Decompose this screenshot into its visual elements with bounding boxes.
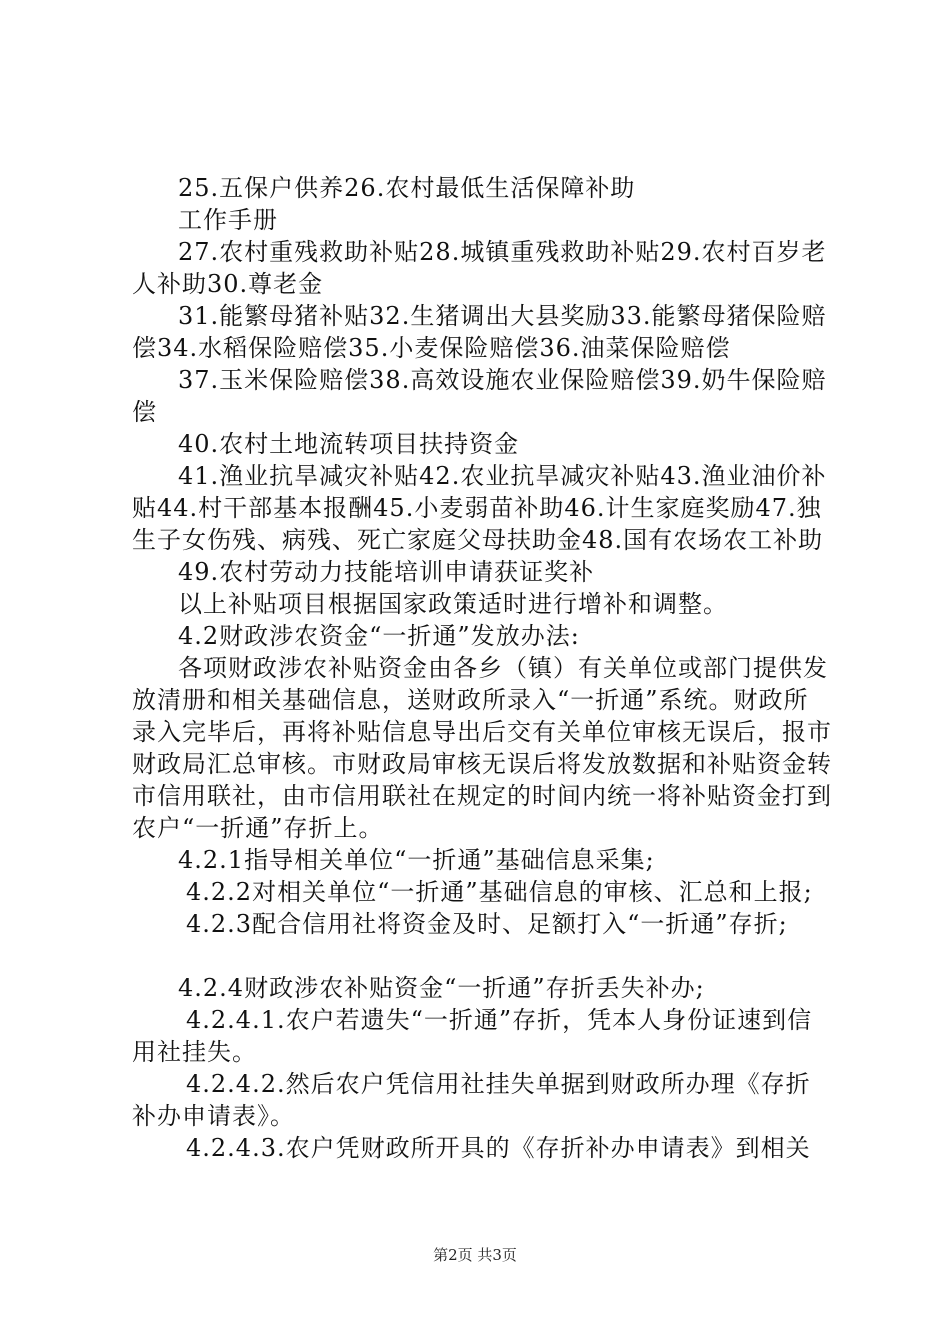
blank-line (132, 940, 832, 972)
paragraph-4-2-4-1: 4.2.4.1.农户若遗失“一折通”存折，凭本人身份证速到信用社挂失。 (132, 1006, 813, 1066)
paragraph-item-49: 49.农村劳动力技能培训申请获证奖补 (178, 558, 595, 586)
paragraph-4-2-4: 4.2.4财政涉农补贴资金“一折通”存折丢失补办; (178, 974, 705, 1002)
paragraph-distribution-method: 各项财政涉农补贴资金由各乡（镇）有关单位或部门提供发放清册和相关基础信息，送财政所录入“一折通”系统。财政所录入完毕后，再将补贴信息导出后交有关单位审核无误后，报市财政局汇总审核。市财政局审核无误后将发放数据和补贴资金转市信用联社，由市信用联社在规定的时间内统一将补贴资金打到农户“一折通”存折上。 (132, 654, 832, 842)
paragraph-items-31-36: 31.能繁母猪补贴32.生猪调出大县奖励33.能繁母猪保险赔偿34.水稻保险赔偿35.小麦保险赔偿36.油菜保险赔偿 (132, 302, 827, 362)
paragraph-work-manual: 工作手册 (178, 206, 278, 234)
paragraph-4-2-2: 4.2.2对相关单位“一折通”基础信息的审核、汇总和上报; (186, 878, 813, 906)
page-footer: 第2页 共3页 (433, 1246, 517, 1264)
paragraph-items-41-48: 41.渔业抗旱减灾补贴42.农业抗旱减灾补贴43.渔业油价补贴44.村干部基本报酬45.小麦弱苗补助46.计生家庭奖励47.独生子女伤残、病残、死亡家庭父母扶助金48.国有农场农工补助 (132, 462, 827, 554)
paragraph-items-37-39: 37.玉米保险赔偿38.高效设施农业保险赔偿39.奶牛保险赔偿 (132, 366, 827, 426)
paragraph-4-2-1: 4.2.1指导相关单位“一折通”基础信息采集; (178, 846, 655, 874)
document-body (132, 172, 832, 1164)
section-heading-4-2: 4.2财政涉农资金“一折通”发放办法: (178, 622, 580, 650)
paragraph-4-2-3: 4.2.3配合信用社将资金及时、足额打入“一折通”存折; (186, 910, 788, 938)
paragraph-item-40: 40.农村土地流转项目扶持资金 (178, 430, 520, 458)
paragraph-item-25-26: 25.五保户供养26.农村最低生活保障补助 (178, 174, 636, 202)
paragraph-4-2-4-3: 4.2.4.3.农户凭财政所开具的《存折补办申请表》到相关 (186, 1134, 811, 1162)
paragraph-4-2-4-2: 4.2.4.2.然后农户凭信用社挂失单据到财政所办理《存折补办申请表》。 (132, 1070, 811, 1130)
paragraph-adjustment-note: 以上补贴项目根据国家政策适时进行增补和调整。 (178, 590, 728, 618)
paragraph-items-27-30: 27.农村重残救助补贴28.城镇重残救助补贴29.农村百岁老人补助30.尊老金 (132, 238, 827, 298)
